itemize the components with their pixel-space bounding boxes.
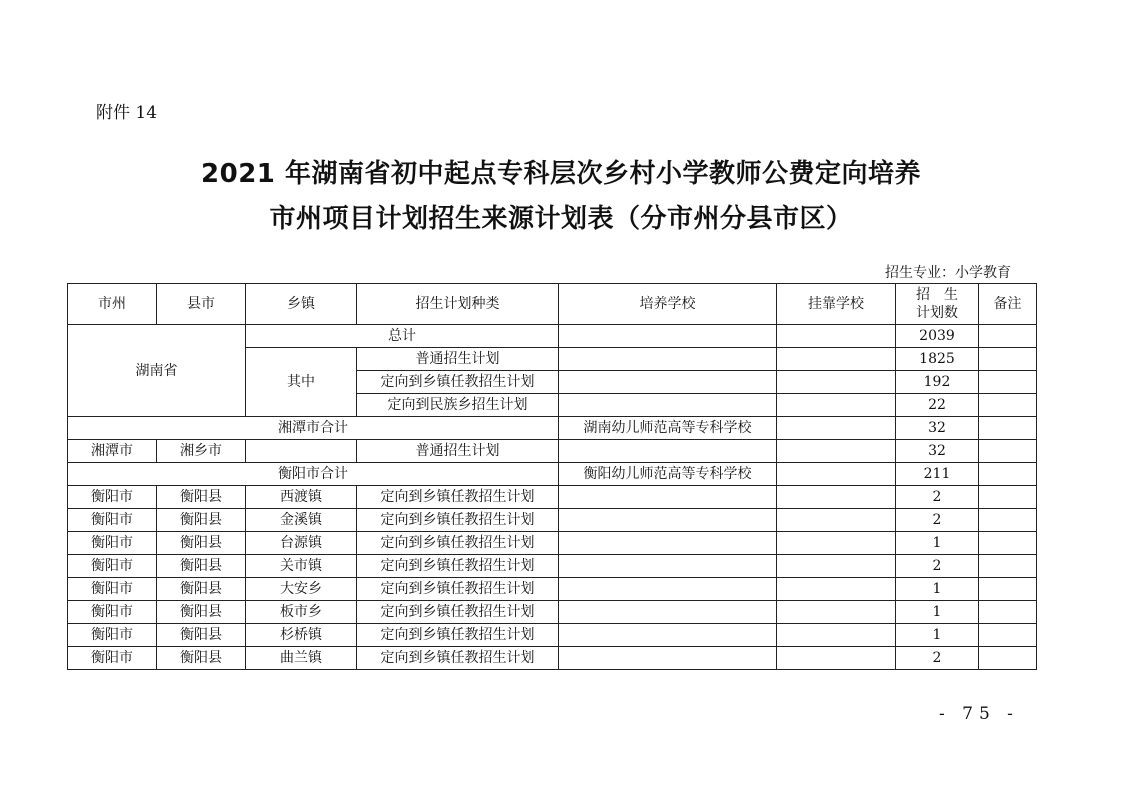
table-row [68,532,1037,555]
town-cell: 曲兰镇 [246,647,357,670]
county-cell: 衡阳县 [157,509,246,532]
school-cell [559,486,777,509]
city-cell: 衡阳市 [68,555,157,578]
hengyang-school-cell: 衡阳幼儿师范高等专科学校 [559,463,777,486]
plan-type-cell: 定向到乡镇任教招生计划 [357,486,559,509]
plan-count-cell: 1 [896,624,979,647]
city-cell: 衡阳市 [68,532,157,555]
table-row [68,440,1037,463]
plan-count-cell: 2 [896,486,979,509]
affiliated-school-cell [777,509,896,532]
affiliated-school-cell [777,463,896,486]
county-cell: 衡阳县 [157,624,246,647]
table-row [68,325,1037,348]
affiliated-school-cell [777,394,896,417]
county-cell: 衡阳县 [157,486,246,509]
province-total-count: 2039 [896,325,979,348]
town-cell: 杉桥镇 [246,624,357,647]
plan-count-cell: 1 [896,532,979,555]
header-town: 乡镇 [246,284,357,325]
town-cell [246,440,357,463]
school-cell [559,509,777,532]
city-cell: 衡阳市 [68,509,157,532]
plan-count-cell: 2 [896,509,979,532]
school-cell [559,325,777,348]
affiliated-school-cell [777,417,896,440]
affiliated-school-cell [777,325,896,348]
city-cell: 衡阳市 [68,578,157,601]
remark-cell [979,509,1037,532]
plan-count-cell: 22 [896,394,979,417]
county-cell: 衡阳县 [157,647,246,670]
school-cell [559,601,777,624]
table-row [68,486,1037,509]
subtotal-row [68,463,1037,486]
remark-cell [979,371,1037,394]
city-cell: 衡阳市 [68,624,157,647]
remark-cell [979,394,1037,417]
xiangtan-subtotal-label: 湘潭市合计 [68,417,559,440]
header-county: 县市 [157,284,246,325]
school-cell [559,624,777,647]
major-note: 招生专业：小学教育 [885,265,1011,281]
province-total-label: 总计 [246,325,559,348]
plan-type-cell: 定向到民族乡招生计划 [357,394,559,417]
school-cell [559,394,777,417]
header-plan-count [896,284,979,325]
header-plan-count-line-1: 招 生 [916,287,958,303]
county-cell: 衡阳县 [157,578,246,601]
plan-type-cell: 普通招生计划 [357,348,559,371]
city-cell: 湘潭市 [68,440,157,463]
header-plan-type: 招生计划种类 [357,284,559,325]
remark-cell [979,440,1037,463]
affiliated-school-cell [777,486,896,509]
enrollment-plan-table [67,283,1037,670]
plan-count-cell: 1825 [896,348,979,371]
table-row [68,647,1037,670]
county-cell: 衡阳县 [157,555,246,578]
affiliated-school-cell [777,555,896,578]
county-cell: 衡阳县 [157,601,246,624]
xiangtan-school-cell: 湖南幼儿师范高等专科学校 [559,417,777,440]
affiliated-school-cell [777,348,896,371]
town-cell: 西渡镇 [246,486,357,509]
town-cell: 关市镇 [246,555,357,578]
plan-type-cell: 定向到乡镇任教招生计划 [357,371,559,394]
school-cell [559,440,777,463]
affiliated-school-cell [777,532,896,555]
school-cell [559,647,777,670]
remark-cell [979,555,1037,578]
school-cell [559,532,777,555]
town-cell: 大安乡 [246,578,357,601]
town-cell: 金溪镇 [246,509,357,532]
affiliated-school-cell [777,624,896,647]
table-row [68,601,1037,624]
remark-cell [979,532,1037,555]
plan-type-cell: 定向到乡镇任教招生计划 [357,532,559,555]
plan-count-cell: 192 [896,371,979,394]
hengyang-subtotal-count: 211 [896,463,979,486]
header-city: 市州 [68,284,157,325]
plan-type-cell: 定向到乡镇任教招生计划 [357,578,559,601]
page-number: - 75 - [939,704,1019,724]
hengyang-subtotal-label: 衡阳市合计 [68,463,559,486]
table-row [68,624,1037,647]
school-cell [559,555,777,578]
affiliated-school-cell [777,601,896,624]
plan-count-cell: 2 [896,647,979,670]
town-cell: 板市乡 [246,601,357,624]
header-school: 培养学校 [559,284,777,325]
plan-type-cell: 定向到乡镇任教招生计划 [357,601,559,624]
header-plan-count-line-2: 计划数 [916,305,958,321]
town-cell: 台源镇 [246,532,357,555]
city-cell: 衡阳市 [68,601,157,624]
remark-cell [979,624,1037,647]
plan-count-cell: 2 [896,555,979,578]
subtotal-row [68,417,1037,440]
remark-cell [979,578,1037,601]
attachment-label: 附件 14 [96,103,158,123]
plan-count-cell: 32 [896,440,979,463]
remark-cell [979,647,1037,670]
table-row [68,555,1037,578]
plan-type-cell: 定向到乡镇任教招生计划 [357,647,559,670]
county-cell: 衡阳县 [157,532,246,555]
remark-cell [979,601,1037,624]
affiliated-school-cell [777,578,896,601]
school-cell [559,348,777,371]
school-cell [559,578,777,601]
remark-cell [979,417,1037,440]
plan-type-cell: 定向到乡镇任教招生计划 [357,509,559,532]
document-title-line-1: 2021 年湖南省初中起点专科层次乡村小学教师公费定向培养 [201,159,921,189]
county-cell: 湘乡市 [157,440,246,463]
document-title-line-2: 市州项目计划招生来源计划表（分市州分县市区） [269,204,853,234]
plan-type-cell: 定向到乡镇任教招生计划 [357,624,559,647]
remark-cell [979,486,1037,509]
affiliated-school-cell [777,440,896,463]
city-cell: 衡阳市 [68,486,157,509]
school-cell [559,371,777,394]
xiangtan-subtotal-count: 32 [896,417,979,440]
plan-count-cell: 1 [896,578,979,601]
plan-type-cell: 普通招生计划 [357,440,559,463]
header-remark: 备注 [979,284,1037,325]
table-row [68,509,1037,532]
header-affiliated-school: 挂靠学校 [777,284,896,325]
province-name-cell: 湖南省 [68,325,246,417]
remark-cell [979,463,1037,486]
plan-count-cell: 1 [896,601,979,624]
city-cell: 衡阳市 [68,647,157,670]
table-row [68,578,1037,601]
remark-cell [979,348,1037,371]
table-header-row [68,284,1037,325]
plan-type-cell: 定向到乡镇任教招生计划 [357,555,559,578]
remark-cell [979,325,1037,348]
affiliated-school-cell [777,647,896,670]
affiliated-school-cell [777,371,896,394]
among-label-cell: 其中 [246,348,357,417]
